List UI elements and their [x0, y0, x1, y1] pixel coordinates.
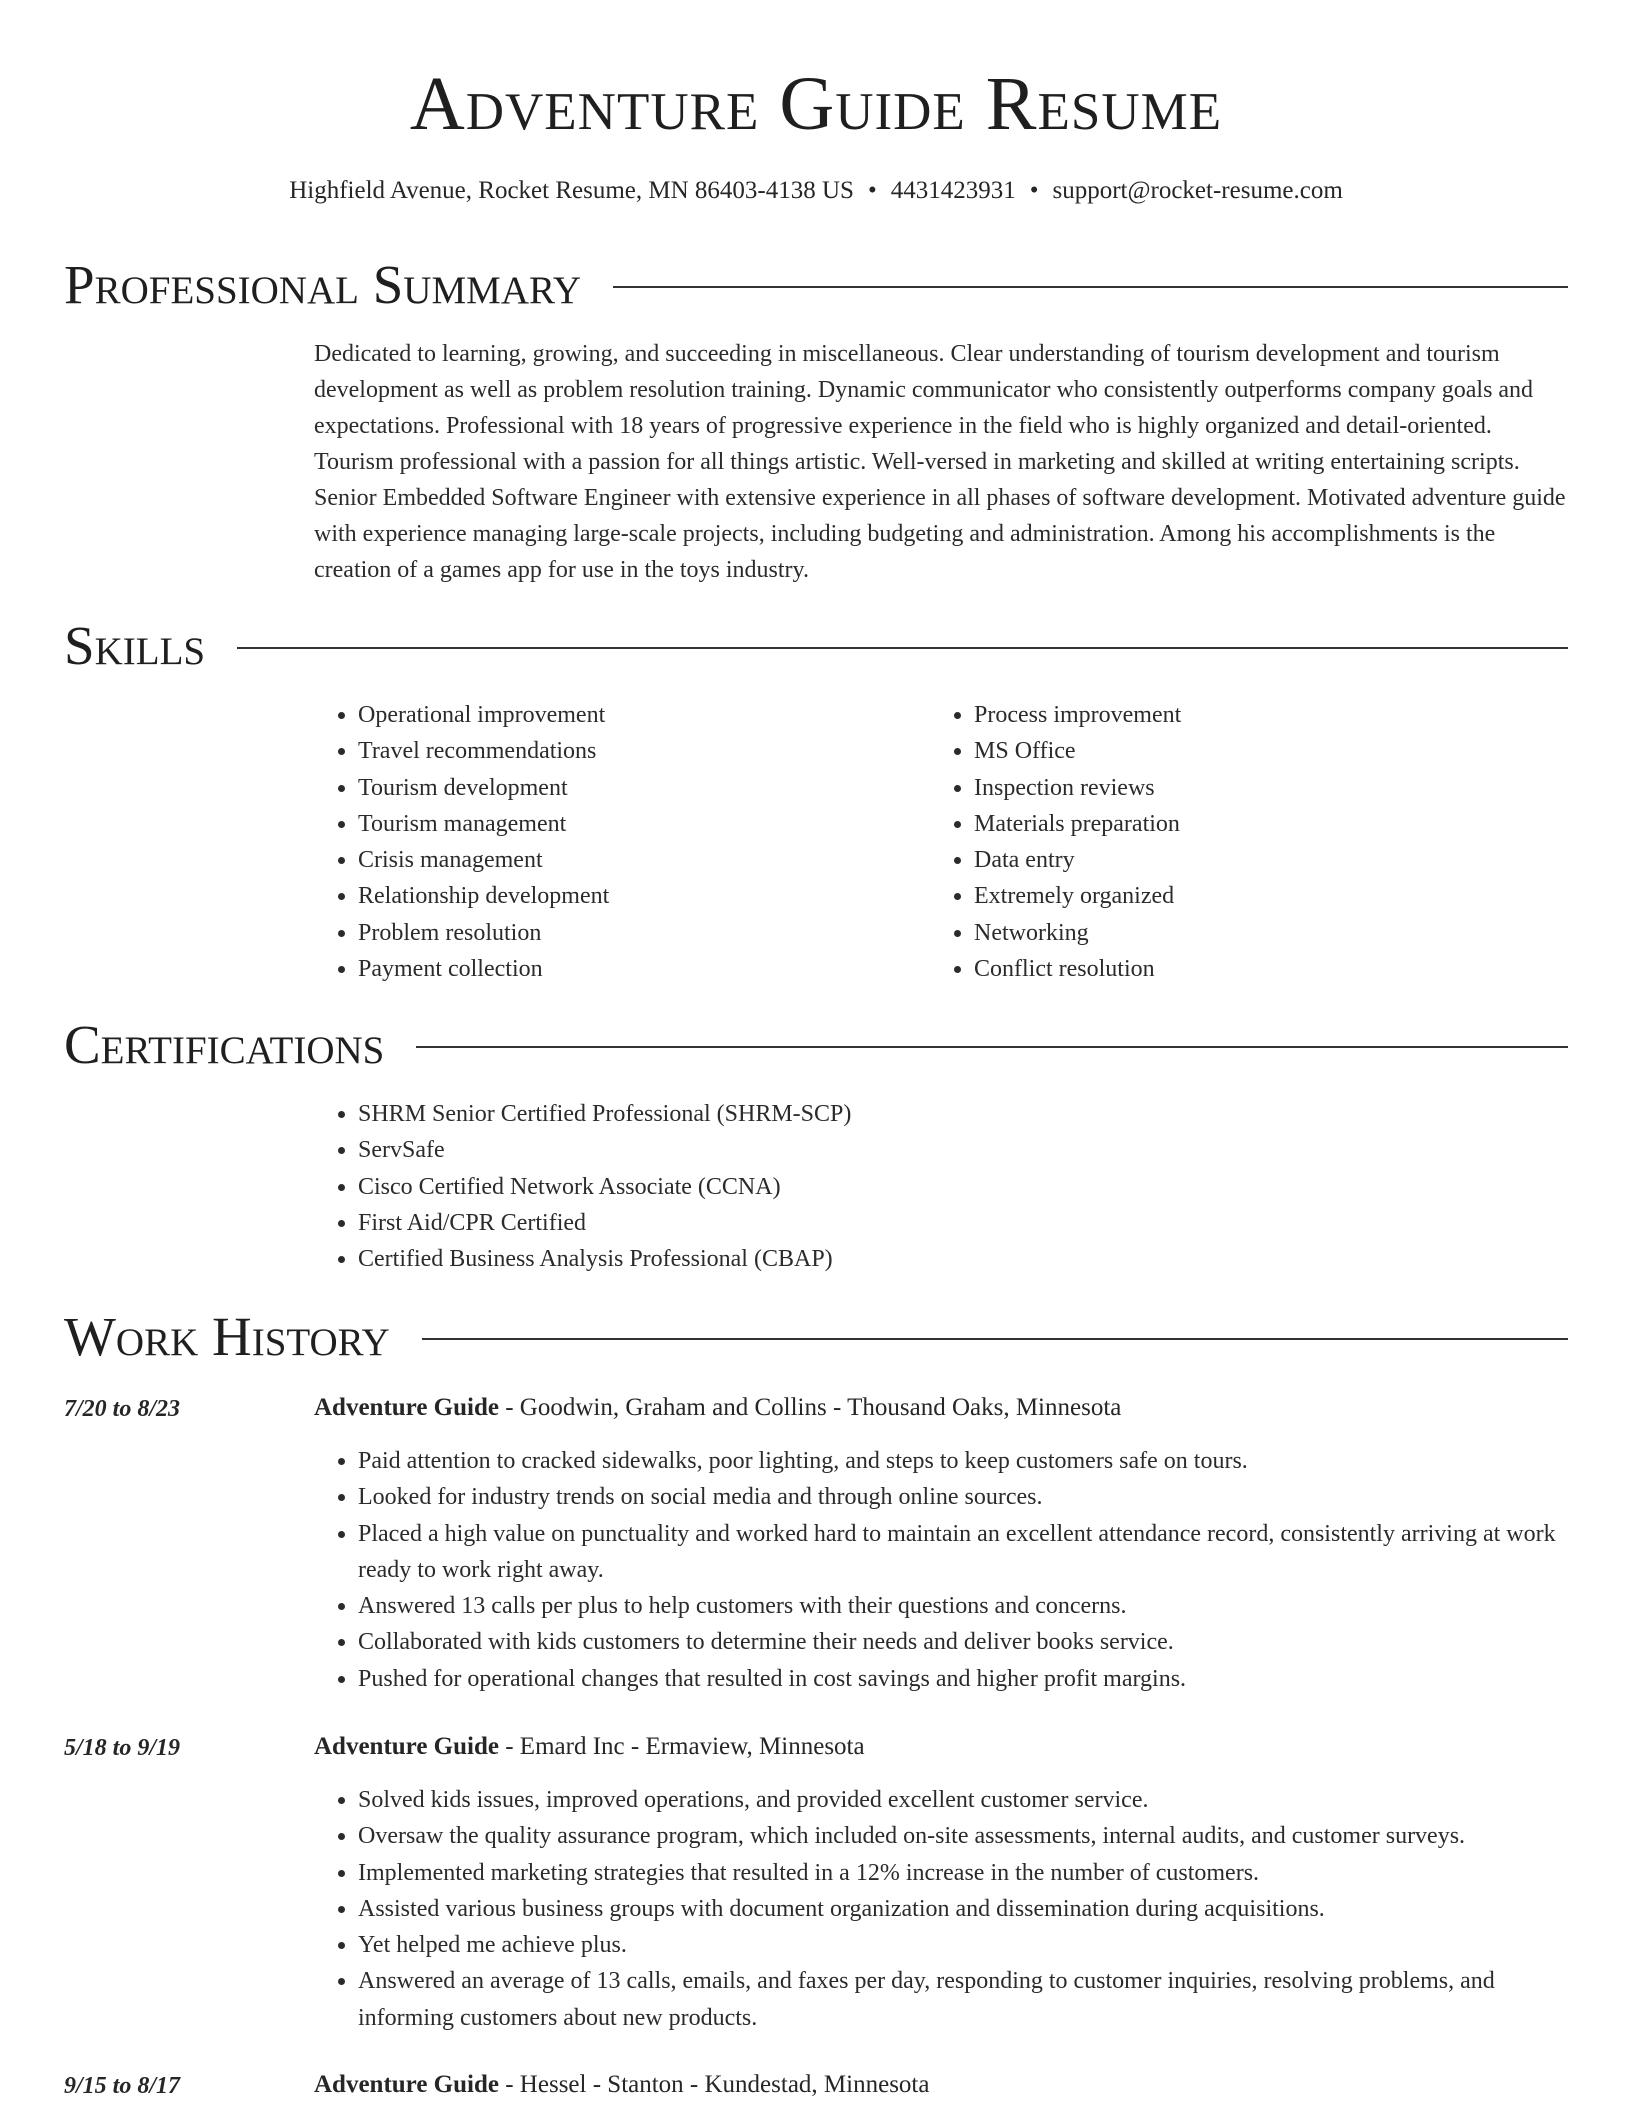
phone: 4431423931	[890, 177, 1016, 204]
skill-item: • Extremely organized	[974, 878, 1490, 914]
job-heading	[314, 1730, 1568, 1764]
job-title: Adventure Guide	[314, 2071, 499, 2098]
job-bullet: • Pushed for operational changes that resulted in cost savings and higher profit margins.	[358, 1661, 1568, 1697]
separator: •	[1029, 177, 1039, 204]
job-employer: - Goodwin, Graham and Collins - Thousand Oaks, Minnesota	[498, 1394, 1122, 1421]
certification-item: • Cisco Certified Network Associate (CCNA)	[358, 1169, 1214, 1205]
skill-item: • Data entry	[974, 842, 1490, 878]
job-bullet: • Implemented marketing strategies that resulted in a 12% increase in the number of customers.	[358, 1855, 1568, 1891]
certifications-section-header	[64, 1013, 1568, 1077]
certification-item: • Certified Business Analysis Professional (CBAP)	[358, 1241, 1214, 1277]
certification-item: • SHRM Senior Certified Professional (SHRM-SCP)	[358, 1096, 1214, 1132]
job-dates: 9/15 to 8/17	[64, 2073, 181, 2099]
work-history-heading: Work History	[64, 1306, 390, 1367]
skill-item: • Networking	[974, 915, 1490, 951]
skill-item: • Conflict resolution	[974, 951, 1490, 987]
skill-item: • MS Office	[974, 733, 1490, 769]
contact-line	[0, 174, 1632, 208]
job-bullet: • Oversaw the quality assurance program, which included on-site assessments, internal audits, and customer surveys.	[358, 1818, 1568, 1854]
skills-column-right	[930, 697, 1490, 987]
certification-item: • ServSafe	[358, 1132, 1214, 1168]
job-bullet: • Looked for industry trends on social media and through online sources.	[358, 1479, 1568, 1515]
work-history-section-header	[64, 1305, 1568, 1369]
job-bullet: • Yet helped me achieve plus.	[358, 1927, 1568, 1963]
job-employer: - Emard Inc - Ermaview, Minnesota	[498, 1733, 865, 1760]
job-dates: 5/18 to 9/19	[64, 1735, 181, 1761]
skill-item: • Travel recommendations	[358, 733, 874, 769]
job-heading	[314, 2068, 1568, 2102]
certifications-heading: Certifications	[64, 1014, 385, 1075]
job-title: Adventure Guide	[314, 1394, 499, 1421]
job-bullet: • Answered 13 calls per plus to help customers with their questions and concerns.	[358, 1588, 1568, 1624]
resume-title: Adventure Guide Resume	[409, 62, 1223, 146]
job-bullet: • Paid attention to cracked sidewalks, poor lighting, and steps to keep customers safe on tours.	[358, 1443, 1568, 1479]
summary-section-header	[64, 253, 1568, 317]
skills-section-header	[64, 614, 1568, 678]
job-bullet-list	[314, 1443, 1568, 1697]
skill-item: • Operational improvement	[358, 697, 874, 733]
skills-column-left	[314, 697, 874, 987]
section-divider	[237, 647, 1568, 649]
summary-text: Dedicated to learning, growing, and succeeding in miscellaneous. Clear understanding of tourism development and tourism development as well as problem resolution training. Dynamic communicator who consistently outperforms company goals and expectations. Professional with 18 years of progressive experience in the field who is highly organized and detail-oriented. Tourism professional with a passion for all things artistic. Well-versed in marketing and skilled at writing entertaining scripts. Senior Embedded Software Engineer with extensive experience in all phases of software development. Motivated adventure guide with experience managing large-scale projects, including budgeting and administration. Among his accomplishments is the creation of a games app for use in the toys industry.	[314, 341, 1566, 583]
skill-item: • Payment collection	[358, 951, 874, 987]
certifications-block	[314, 1096, 1214, 1277]
skill-item: • Process improvement	[974, 697, 1490, 733]
job-bullets-block	[314, 1443, 1568, 1697]
separator: •	[867, 177, 877, 204]
skills-list-left	[314, 697, 874, 987]
skill-item: • Materials preparation	[974, 806, 1490, 842]
skill-item: • Problem resolution	[358, 915, 874, 951]
skills-heading: Skills	[64, 615, 206, 676]
summary-heading: Professional Summary	[64, 254, 582, 315]
job-bullets-block	[314, 1782, 1568, 2036]
skill-item: • Inspection reviews	[974, 770, 1490, 806]
skill-item: • Crisis management	[358, 842, 874, 878]
certification-item: • First Aid/CPR Certified	[358, 1205, 1214, 1241]
email-link[interactable]: support@rocket-resume.com	[1052, 177, 1343, 204]
skills-list-right	[930, 697, 1490, 987]
job-bullet: • Solved kids issues, improved operations, and provided excellent customer service.	[358, 1782, 1568, 1818]
address: Highfield Avenue, Rocket Resume, MN 86403-4138 US	[289, 177, 854, 204]
section-divider	[422, 1338, 1568, 1340]
job-dates: 7/20 to 8/23	[64, 1396, 181, 1422]
job-heading	[314, 1391, 1568, 1425]
skill-item: • Relationship development	[358, 878, 874, 914]
job-title: Adventure Guide	[314, 1733, 499, 1760]
job-bullet: • Collaborated with kids customers to determine their needs and deliver books service.	[358, 1624, 1568, 1660]
job-employer: - Hessel - Stanton - Kundestad, Minnesota	[498, 2071, 930, 2098]
job-bullet: • Answered an average of 13 calls, emails, and faxes per day, responding to customer inquiries, resolving problems, and informing customers about new products.	[358, 1963, 1568, 2036]
job-bullet: • Placed a high value on punctuality and worked hard to maintain an excellent attendance record, consistently arriving at work ready to work right away.	[358, 1516, 1568, 1589]
skill-item: • Tourism management	[358, 806, 874, 842]
skill-item: • Tourism development	[358, 770, 874, 806]
certifications-list	[314, 1096, 1214, 1277]
section-divider	[613, 286, 1568, 288]
section-divider	[416, 1046, 1568, 1048]
job-bullet-list	[314, 1782, 1568, 2036]
job-bullet: • Assisted various business groups with document organization and dissemination during acquisitions.	[358, 1891, 1568, 1927]
